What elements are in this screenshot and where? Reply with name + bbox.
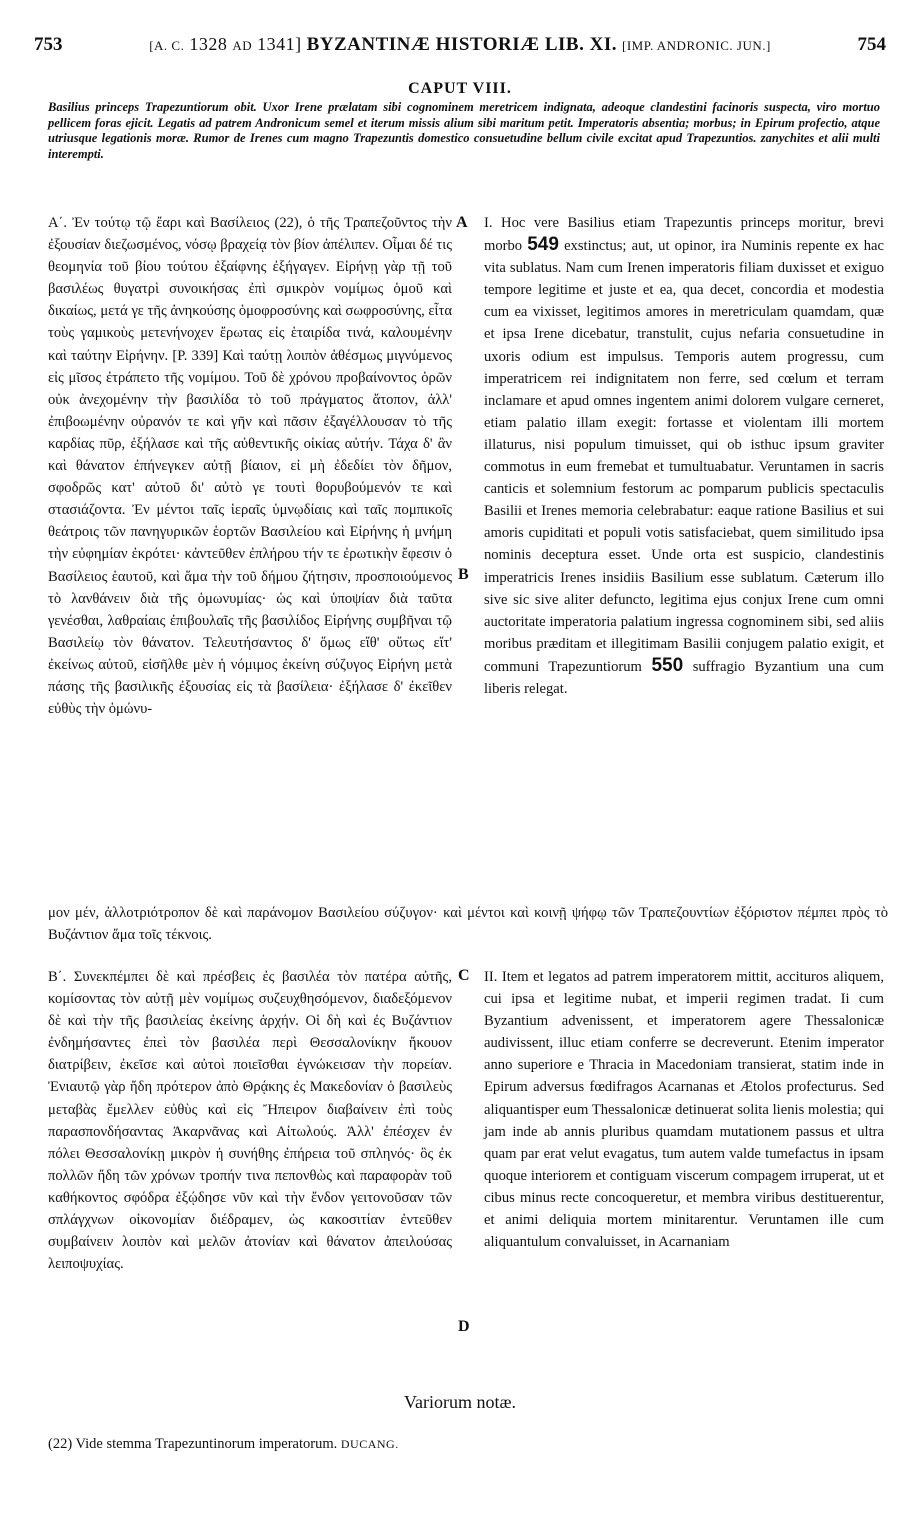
section2-greek-text: Β΄. Συνεκπέμπει δὲ καὶ πρέσβεις ἐς βασιλέα τὸν πατέρα αὐτῆς, κομίσοντας τὸν αὐτῇ μὲν νομίμως συζευχθησόμενον, διαδεξόμενον δὲ καὶ τὴν τῆς βασιλείας ἐκείνης ἀρχήν. Οἱ δὴ καὶ ἐς Βυζάντιον ἐνδημήσαντες ἐπεὶ τὸν βασιλέα περὶ Θεσσαλονίκην ἤκουον διατρίβειν, ἐκεῖσε καὶ αὐτοὶ ποιεῖσθαι ἐγνώκεισαν τὴν πορείαν. Ἐνιαυτῷ γὰρ ἤδη πρότερον ἀπὸ Θρᾴκης ἐς Μακεδονίαν ὁ βασιλεὺς μεταβὰς ἔμελλεν εὐθὺς καὶ εἰς Ἤπειρον διαβαίνειν ἐπὶ τοὺς παρασπονδήσαντας Ἀκαρνᾶνας καὶ Αἰτωλούς. Ἀλλ' ἐπέσχεν ἐν πόλει Θεσσαλονίκῃ μικρὸν ἡ συνήθης ἐπήρεια τοῦ σπληνός· ὃς ἐκ πολλῶν ἤδη τῶν χρόνων τροπήν τινα πεπονθὼς καὶ παραφορὰν τοῦ καθήκοντος σφόδρα ἐξῴδησε νῦν καὶ τὴν ἔνδον γειτονοῦσαν τῶν σπλάγχνων οἰκονομίαν διέδραμεν, ὡς κακοσιτίαν ἐντεῦθεν συμβαίνειν λοιπὸν καὶ μελῶν ἀτονίαν καὶ θάνατον ἀπειλούσας λειποψυχίας.: [48, 969, 452, 1273]
margin-marker-c: C: [458, 967, 470, 984]
year-start: 1328: [189, 34, 228, 54]
year-end: 1341]: [257, 34, 302, 54]
years-ad: AD: [232, 38, 253, 53]
page-ref-550: 550: [651, 654, 684, 676]
section1-greek-text: Α΄. Ἐν τούτῳ τῷ ἔαρι καὶ Βασίλειος (22), ὁ τῆς Τραπεζοῦντος τὴν ἐξουσίαν διεζωσμένος, νόσῳ βραχείᾳ τὸν βίον ἀπέλιπεν. Οἶμαι δέ τις θεομηνία τοῦ βίου τούτου ἐξαίφνης ἐξήγαγεν. Εἰρήνῃ γὰρ τῇ τοῦ βασιλέως θυγατρὶ συνοικήσας ἐπὶ σμικρὸν νομίμως ὁμοῦ καὶ δικαίως, μετά γε τῆς ἀνηκούσης ὁμοφροσύνης καὶ σωφροσύνης, εἶτα τοὺς γαμικοὺς μετενήνοχεν ἔρωτας εἰς ἑταιρίδα τινά, καλουμένην καὶ ταύτην Εἰρήνην. [P. 339] Καὶ ταύτῃ λοιπὸν ἀθέσμως μιγνύμενος εἰς μῖσος ἐτράπετο τῆς νομίμου. Τοῦ δὲ χρόνου προβαίνοντος ὁρῶν οὐκ ἀνεχομένην τὴν βασιλίδα τὸ τοῦ πράγματος ἄτοπον, ἀλλ' ἐπιβοωμένην οὐρανόν τε καὶ γῆν καὶ πᾶσιν ἐξαγέλλουσαν τὸ τῆς καρδίας πῦρ, ἐξήλασε καὶ τῆς αὐθεντικῆς οἰκίας αὐτήν. Τάχα δ' ἂν καὶ θάνατον ἐπήνεγκεν αὐτῇ βίαιον, εἰ μὴ ἐδεδίει τὸν δῆμον, σφοδρῶς κατ' αὐτοῦ δι' αὐτὸ γε τουτὶ θορυβούμενόν τε καὶ στασιάζοντα. Ἐν μέντοι ταῖς ἱεραῖς ὑμνῳδίαις καὶ ταῖς πομπικοῖς θεάτροις τῶν πανηγυρικῶν ἑορτῶν Βασιλείου καὶ Εἰρήνης ἡ μνήμη τὴν εὐφημίαν ἐκρότει· κἀντεῦθεν ἐπλήρου τήν τε ἐρωτικὴν ἔφεσιν ὁ Βασίλειος ἑαυτοῦ, καὶ ἅμα τὴν τοῦ δήμου ζήτησιν, προσποιούμενος τὸ λανθάνειν διὰ τῆς ὁμωνυμίας· ὡς καὶ ὑποψίαν διὰ ταῦτα γενέσθαι, λαθραίαις ἐπιβουλαῖς τῆς βασιλίδος Εἰρήνης συμβῆναι τῷ Βασιλείῳ τὸν θάνατον. Τελευτήσαντος δ' ὅμως εἴθ' οὕτως εἴτ' ἐκείνως αὐτοῦ, εἰσῆλθε μὲν ἡ νόμιμος ἐκείνη σύζυγος Εἰρήνη μετὰ πάσης τῆς βασιλικῆς ἐξουσίας εἰς τὰ βασίλεια· ἐξήλασε δ' ἐκεῖθεν εὐθὺς τὴν ὁμώνυ-: [48, 215, 452, 718]
latin-text-part: suffragio Byzantium una cum liberis relegat.: [484, 658, 884, 697]
footnote-text: Vide stemma Trapezuntinorum imperatorum.: [75, 1436, 338, 1452]
section1-greek-continuation: μον μέν, ἀλλοτριότροπον δὲ καὶ παράνομον Βασιλείου σύζυγον· καὶ μέντοι καὶ κοινῇ ψήφῳ τῶν Τραπεζουντίων ἐξόριστον πέμπει πρὸς τὸ Βυζάντιον ἅμα τοῖς τέκνοις.: [48, 905, 888, 944]
page-number-right: 754: [857, 34, 886, 55]
margin-marker-d: D: [458, 1318, 470, 1335]
notes-title: Variorum notæ.: [404, 1392, 516, 1412]
footnote-number: (22): [48, 1436, 73, 1452]
page-number-left: 753: [34, 34, 63, 55]
footnote: [48, 1436, 880, 1453]
chapter-argument: Basilius princeps Trapezuntiorum obit. Uxor Irene prælatam sibi cognominem meretricem indignata, adeoque clandestini facinoris suspecta, viro mortuo pellicem foras ejicit. Legatis ad patrem Andronicum semel et iterum missis alium sibi maritum petit. Imperatoris absentia; morbus; in Epirum profectio, atque utriusque legationis moræ. Rumor de Irenes cum magno Trapezuntis domestico consuetudine bellum civile excitat apud Trapezuntios. zanychites et alii multi interempti.: [48, 100, 880, 161]
margin-marker-b: B: [458, 566, 469, 583]
section1-latin-text: [484, 212, 884, 700]
section2-latin-text: II. Item et legatos ad patrem imperatorem mittit, accituros aliquem, cui ipsa et legitime nubat, et imperii regimen tradat. Ii cum Byzantium advenissent, et imperatorem agere Thessalonicæ audivissent, illuc etiam conferre se decreverunt. Etenim imperator anno superiore e Thracia in Macedoniam transierat, statim inde in Epirum adversus fœdifragos Acarnanas et Ætolos profecturus. Sed aliquantisper eum Thessalonicæ detinuerat solita lienis molestia; qui jam inde ab annis pluribus quamdam mutationem passus et ultra quam par erat velut evagatus, tum autem valde tumefactus in ipsam quoque interiorem et contiguam viscerum compagem irruperat, ut et cibus minus recte concoqueretur, et membra viribus destituerentur, et animi deliquia mortem minitarentur. Veruntamen ille cum aliquantulum convaluisset, in Acarnaniam: [484, 969, 884, 1251]
running-title: [104, 34, 816, 56]
running-header: [34, 34, 886, 60]
chapter-heading: CAPUT VIII.: [408, 80, 512, 97]
book-title: BYZANTINÆ HISTORIÆ LIB. XI.: [306, 34, 617, 55]
page-ref-549: 549: [527, 234, 559, 256]
margin-marker-a: A: [456, 214, 468, 231]
footnote-author: DUCANG.: [340, 1437, 399, 1451]
latin-text-part: exstinctus; aut, ut opinor, ira Numinis repente ex hac vita sublatus. Nam cum Irenen imperatoris filiam duxisset et exiguo tempore legitime et juste et ea, qua decet, concordia et modestia cum ea vixisset, legitimos amores in meretriculam quamdam, quæ et ipsa Irene dicebatur, transtulit, cujus nefaria consuetudine in uxoris odium est impulsus. Temporis autem progressu, cum imperatricem rei indignitatem non ferre, sed cœlum et terram inclamare et apud omnes ingentem animi dolorem vulgare cerneret, etiam palatio illam exegit: fortasse et violentam illi mortem illaturus, nisi populum timuisset, qui ob isthuc ipsum graviter commotus in eum fremebat et tumultuabatur. Veruntamen in sacris canticis et solemnium festorum ac pomparum publicis spectaculis Basilii et Irenes memoria celebrabatur: eaque ratione Basilius et sui amoris cupiditati et populi votis satisfaciebat, quem similitudo ipsa nominis deceptura esset. Unde orta est suspicio, clandestinis imperatricis Irenes insidiis Basilium esse sublatum. Cæterum illo sive sic sive aliter defuncto, legitima ejus conjux Irene cum omni auctoritate imperatoria palatium ingressa cognominem sibi, sed aliis moribus præditam et illegitimam Basilii conjugem palatio exigit, et communi Trapezuntiorum: [484, 238, 884, 675]
latin-text-part: I. Hoc vere Basilius etiam Trapezuntis princeps moritur, brevi morbo: [484, 215, 884, 255]
years-prefix: [A. C.: [149, 38, 185, 53]
emperor-label: [IMP. ANDRONIC. JUN.]: [621, 38, 771, 53]
